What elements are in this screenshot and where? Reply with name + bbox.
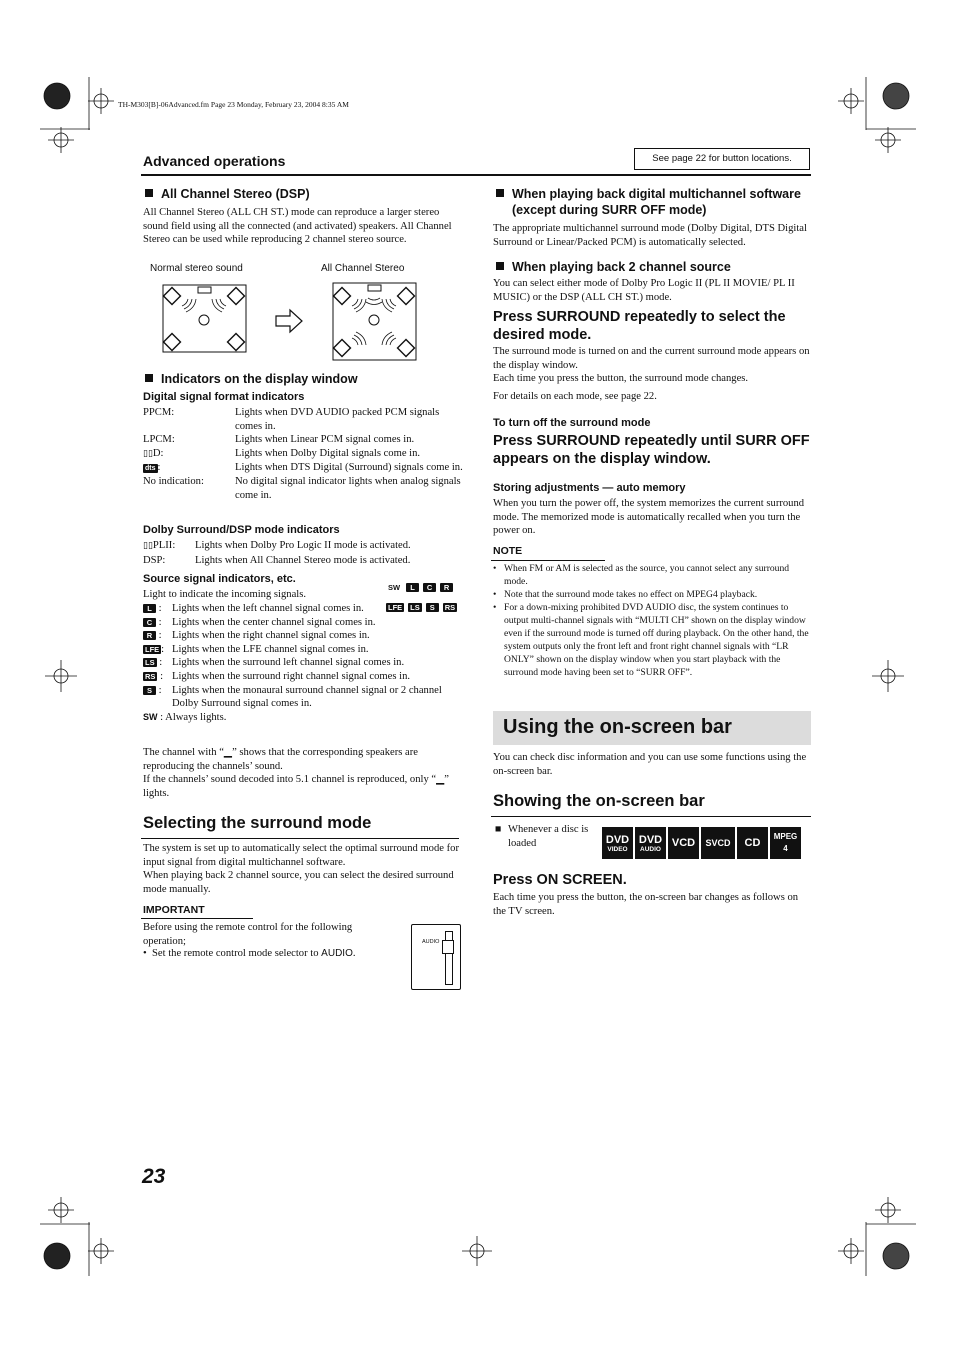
sw-indicator: SW [388,583,401,592]
arrow-icon [274,308,304,334]
digital-row: PPCM: Lights when DVD AUDIO packed PCM signals comes in. [143,407,440,432]
dolby-heading: Dolby Surround/DSP mode indicators [143,524,340,536]
important-rule [141,918,253,919]
dolby-row: ▯▯PLII: Lights when Dolby Pro Logic II mode is activated. [143,540,411,551]
header-rule [141,174,811,176]
mpeg4-icon: MPEG 4 [770,827,801,859]
rs-indicator: RS [444,603,456,612]
banner-title: Using the on-screen bar [503,716,732,738]
source-row: C : Lights when the center channel signal comes in. [143,616,463,630]
source-row: L : Lights when the left channel signal comes in. [143,602,463,616]
digital-row: ▯▯D: Lights when Dolby Digital signals come in. [143,447,421,459]
note-item: • Note that the surround mode takes no effect on MPEG4 playback. [493,589,758,600]
digital-row: dts : Lights when DTS Digital (Surround) signals come in. [145,462,463,474]
cd-icon: CD [737,827,768,859]
notes-list [493,562,811,679]
source-row: LS : Lights when the surround left channel signal comes in. [145,657,405,669]
multich-body: The appropriate multichannel surround mode (Dolby Digital, DTS Digital Surround or Linear/Packed PCM) is automatically selected. [493,223,807,248]
source-row: RS : Lights when the surround right channel signal comes in. [145,670,411,682]
digital-heading: Digital signal format indicators [143,391,305,403]
storing-heading: Storing adjustments — auto memory [493,482,686,494]
dvd-video-icon: DVD VIDEO [602,827,633,859]
file-header: TH-M303[B]-06Advanced.fm Page 23 Monday, February 23, 2004 8:35 AM [118,100,349,109]
note-rule [491,560,605,561]
press-surr-off-instruction: Press SURROUND repeatedly until SURR OFF appears on the display window. [493,433,810,467]
dolby-list [143,539,463,567]
onscreen-body: Each time you press the button, the on-screen bar changes as follows on the TV screen. [493,892,799,917]
lfe-indicator: LFE [388,603,403,612]
normal-stereo-diagram [162,284,248,354]
channel-text: The channel with “▁” shows that the corresponding speakers are reproducing the channels’ sound. If the channels’ sound decoded into 5.1 channel is reproduced, only “▁” lights. [143,747,449,799]
digital-row: No indication: No digital signal indicator lights when analog signals come in. [143,475,461,501]
svcd-icon: SVCD [701,827,735,859]
section-title: Advanced operations [143,153,286,169]
section-banner [493,711,811,745]
indicators-heading: Indicators on the display window [145,371,358,387]
note-box: See page 22 for button locations. [634,148,810,170]
all-channel-diagram [332,282,418,362]
dolby-row: DSP: Lights when All Channel Stereo mode is activated. [143,554,411,566]
multich-heading: When playing back digital multichannel software (except during SURR OFF mode) [496,186,827,218]
acs-body: All Channel Stereo (ALL CH ST.) mode can reproduce a larger stereo sound field using all the connected (and activated) speakers. All Channel Stereo can be used while reproducing 2 channel stereo source. [143,207,452,246]
dolby-digital-icon: ▯▯ [143,448,153,459]
source-list [143,602,463,724]
twoch-heading: When playing back 2 channel source [496,259,731,275]
ls-indicator: LS [410,603,420,612]
acs-heading: All Channel Stereo (DSP) [145,186,310,202]
press-surround-instruction: Press SURROUND repeatedly to select the desired mode. [493,309,786,343]
important-bullet: • Set the remote control mode selector to AUDIO. [143,948,356,959]
turnoff-heading: To turn off the surround mode [493,417,651,429]
source-row: LFE : Lights when the LFE channel signal comes in. [145,643,369,655]
showing-title: Showing the on-screen bar [493,792,705,810]
dts-icon: dts [145,465,156,473]
press-body: The surround mode is turned on and the current surround mode appears on the display window. Each time you press the button, the surround mode changes. For details on each mode, see page 22. [493,346,810,402]
important-label: IMPORTANT [143,904,205,916]
vcd-icon: VCD [668,827,699,859]
source-row: SW : Always lights. [143,711,227,723]
showing-rule [491,816,811,817]
s-indicator: S [426,603,439,612]
disc-type-icons [602,827,803,859]
digital-row: LPCM: Lights when Linear PCM signal comes in. [143,434,415,446]
diagram-label-allch: All Channel Stereo [321,263,405,274]
twoch-body: You can select either mode of Dolby Pro Logic II (PL II MOVIE/ PL II MUSIC) or the DSP (ALL CH ST.) mode. [493,278,795,303]
underscore-icon: ▁ [436,774,445,786]
important-body: Before using the remote control for the following operation; [143,922,353,947]
source-row: R : Lights when the right channel signal comes in. [143,629,463,643]
note-item: • When FM or AM is selected as the source, you cannot select any surround mode. [493,563,790,587]
l-indicator: L [406,583,419,592]
surround-title: Selecting the surround mode [143,814,372,832]
selector-audio-label: AUDIO [422,939,440,945]
surround-rule [141,838,459,839]
press-on-screen-instruction: Press ON SCREEN. [493,872,627,888]
page-number: 23 [142,1165,166,1188]
note-label: NOTE [493,545,523,557]
dvd-audio-icon: DVD AUDIO [635,827,666,859]
storing-body: When you turn the power off, the system memorizes the current surround mode. The memorized mode is automatically recalled when you turn the power on. [493,498,805,537]
source-heading: Source signal indicators, etc. [143,573,296,585]
banner-body: You can check disc information and you can use some functions using the on-screen bar. [493,752,807,777]
source-intro: Light to indicate the incoming signals. [143,589,306,600]
whenever-note: ■ Whenever a disc is loaded [495,824,589,849]
note-item: • For a down-mixing prohibited DVD AUDIO disc, the system continues to output multi-channel signals with “MULTI CH” shown on the display window even if the surround mode is turned off during playback. On the other hand, the system outputs only the front left and front right channel signals with “LR ONLY” shown on the display window when you start playback with the surround mode having been set to “SURR OFF”. [493,602,809,678]
digital-list [143,406,463,502]
mode-selector-illustration [411,924,461,990]
source-row: S : Lights when the monaural surround channel signal or 2 channel Dolby Surround signal comes in. [143,684,463,711]
r-indicator: R [440,583,453,592]
diagram-label-normal: Normal stereo sound [150,263,243,274]
dolby-icon: ▯▯ [143,541,153,551]
underscore-icon: ▁ [223,747,233,758]
c-indicator: C [423,583,436,592]
surround-body: The system is set up to automatically select the optimal surround mode for input signal from digital multichannel software. When playing back 2 channel source, you can select the desired surround mode manually. [143,843,459,895]
